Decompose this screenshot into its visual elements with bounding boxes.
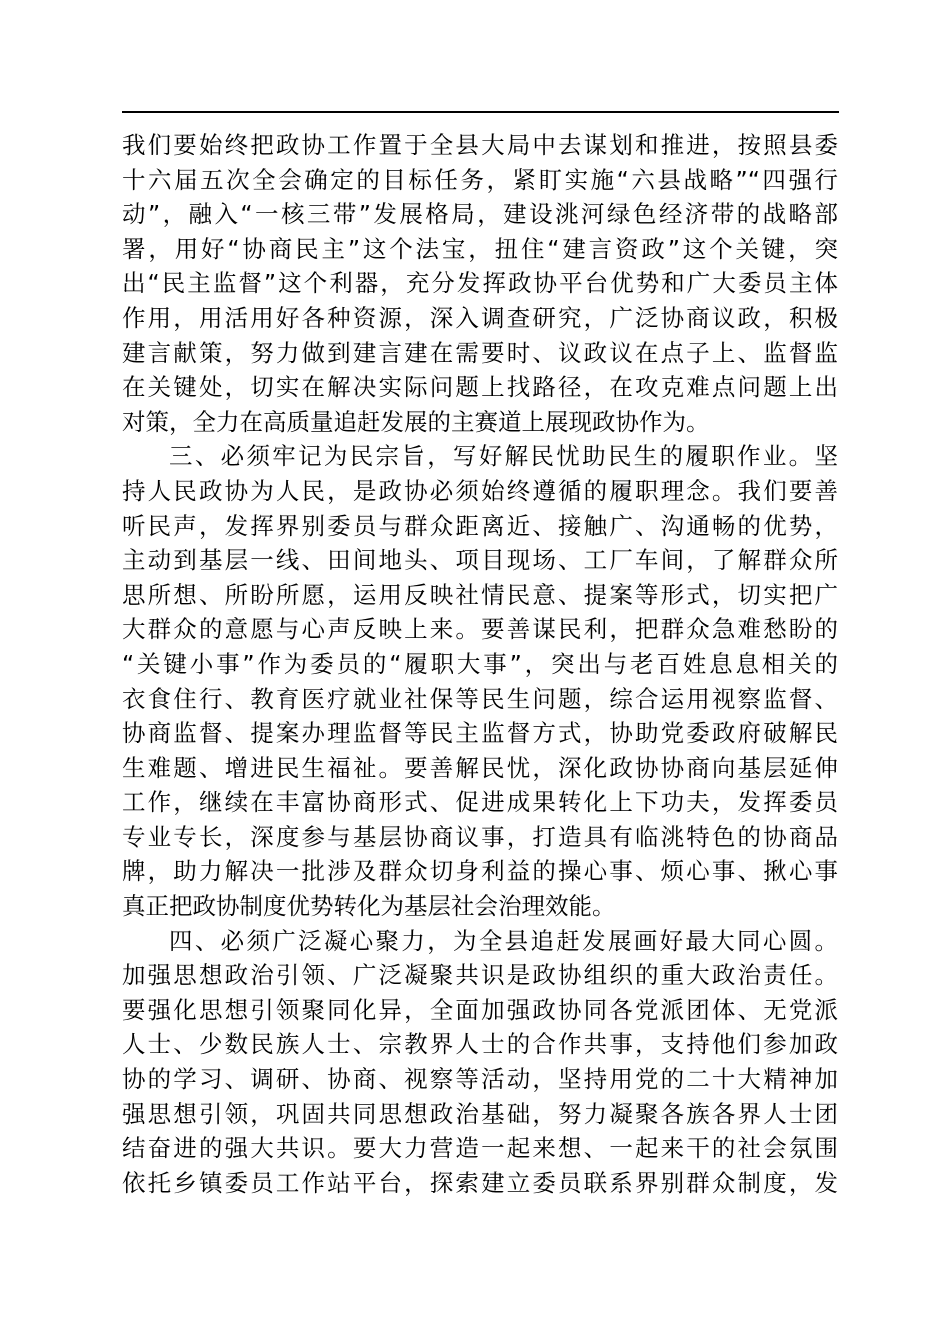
text-line: 听民声，发挥界别委员与群众距离近、接触广、沟通畅的优势， bbox=[122, 511, 838, 540]
text-line: 动”，融入“一核三带”发展格局，建设洮河绿色经济带的战略部 bbox=[122, 200, 838, 229]
paragraph-end-line: 对策，全力在高质量追赶发展的主赛道上展现政协作为。 bbox=[122, 407, 710, 436]
text-line: 建言献策，努力做到建言建在需要时、议政议在点子上、监督监 bbox=[122, 338, 838, 367]
text-line: 结奋进的强大共识。要大力营造一起来想、一起来干的社会氛围 bbox=[122, 1134, 838, 1163]
text-line: 衣食住行、教育医疗就业社保等民生问题，综合运用视察监督、 bbox=[122, 684, 838, 713]
text-line: 署，用好“协商民主”这个法宝，扭住“建言资政”这个关键，突 bbox=[122, 234, 838, 263]
text-line: 人士、少数民族人士、宗教界人士的合作共事，支持他们参加政 bbox=[122, 1030, 838, 1059]
document-body bbox=[122, 128, 838, 1200]
text-line: 持人民政协为人民，是政协必须始终遵循的履职理念。我们要善 bbox=[122, 476, 838, 505]
text-line: 工作，继续在丰富协商形式、促进成果转化上下功夫，发挥委员 bbox=[122, 788, 838, 817]
text-line: 强思想引领，巩固共同思想政治基础，努力凝聚各族各界人士团 bbox=[122, 1099, 838, 1128]
text-line: 生难题、增进民生福祉。要善解民忧，深化政协协商向基层延伸 bbox=[122, 753, 838, 782]
paragraph-end-line: 真正把政协制度优势转化为基层社会治理效能。 bbox=[122, 892, 616, 921]
text-line: 牌，助力解决一批涉及群众切身利益的操心事、烦心事、揪心事 bbox=[122, 857, 838, 886]
text-line: 主动到基层一线、田间地头、项目现场、工厂车间，了解群众所 bbox=[122, 546, 838, 575]
text-line: 大群众的意愿与心声反映上来。要善谋民利，把群众急难愁盼的 bbox=[122, 615, 838, 644]
text-line: 我们要始终把政协工作置于全县大局中去谋划和推进，按照县委 bbox=[122, 131, 838, 159]
text-line: 专业专长，深度参与基层协商议事，打造具有临洮特色的协商品 bbox=[122, 822, 838, 851]
text-line: 加强思想政治引领、广泛凝聚共识是政协组织的重大政治责任。 bbox=[122, 961, 838, 990]
section-heading-line: 四、必须广泛凝心聚力，为全县追赶发展画好最大同心圆。 bbox=[169, 926, 838, 955]
text-line: 在关键处，切实在解决实际问题上找路径，在攻克难点问题上出 bbox=[122, 373, 838, 402]
text-line: 协商监督、提案办理监督等民主监督方式，协助党委政府破解民 bbox=[122, 719, 838, 748]
header-rule bbox=[122, 111, 839, 113]
text-line: 十六届五次全会确定的目标任务，紧盯实施“六县战略”“四强行 bbox=[122, 165, 838, 194]
text-line: 思所想、所盼所愿，运用反映社情民意、提案等形式，切实把广 bbox=[122, 580, 838, 609]
section-heading-line: 三、必须牢记为民宗旨，写好解民忧助民生的履职作业。坚 bbox=[169, 442, 838, 471]
text-line: 要强化思想引领聚同化异，全面加强政协同各党派团体、无党派 bbox=[122, 995, 838, 1024]
text-line: 依托乡镇委员工作站平台，探索建立委员联系界别群众制度，发 bbox=[122, 1168, 838, 1197]
text-line: 作用，用活用好各种资源，深入调查研究，广泛协商议政，积极 bbox=[122, 303, 838, 332]
text-line: 出“民主监督”这个利器，充分发挥政协平台优势和广大委员主体 bbox=[122, 269, 838, 298]
text-line: 协的学习、调研、协商、视察等活动，坚持用党的二十大精神加 bbox=[122, 1065, 838, 1094]
text-line: “关键小事”作为委员的“履职大事”，突出与老百姓息息相关的 bbox=[122, 649, 838, 678]
